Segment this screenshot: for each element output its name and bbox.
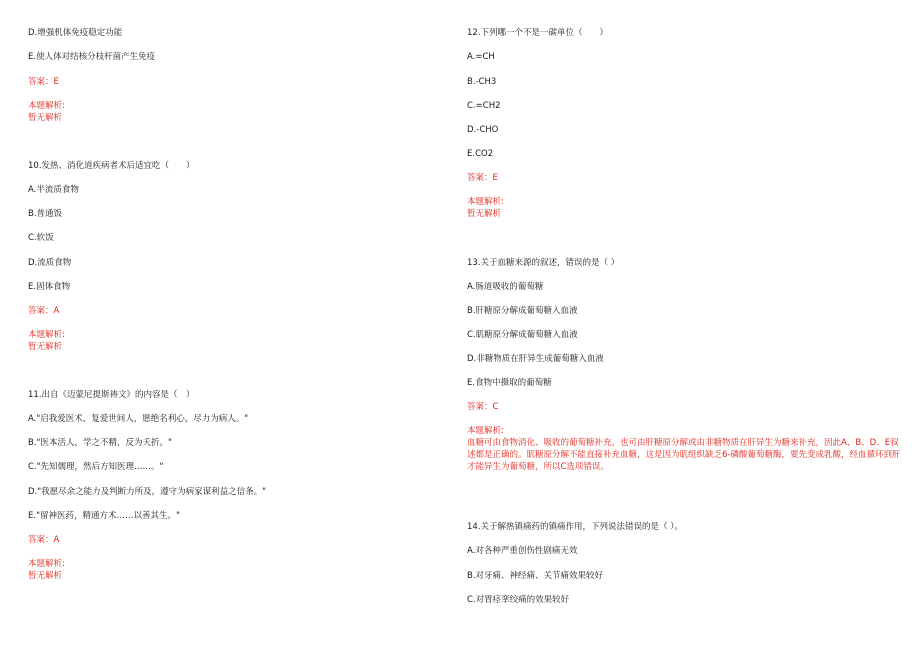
q10-analysis-text: 暂无解析 [28,342,63,352]
q9-analysis-text: 暂无解析 [28,113,63,123]
q13-answer: 答案：C [467,402,499,412]
q11-analysis-text: 暂无解析 [28,571,63,581]
q12-analysis-label: 本题解析: [467,197,504,207]
q11-option-a: A."启我爱医术，复爱世间人，愿绝名利心，尽力为病人。" [28,414,249,424]
q12-option-e: E.CO2 [467,149,494,159]
q11-answer: 答案：A [28,535,60,545]
q12-option-c: C.=CH2 [467,101,501,111]
q9-analysis-label: 本题解析: [28,101,65,111]
q13-option-e: E.食物中摄取的葡萄糖 [467,378,552,388]
q13-stem: 13.关于血糖来源的叙述，错误的是（ ） [467,258,620,268]
q13-option-b: B.肝糖原分解成葡萄糖入血液 [467,306,578,316]
q12-option-b: B.-CH3 [467,77,497,87]
q12-option-d: D.-CHO [467,125,499,135]
q11-option-c: C."先知儒理，然后方知医理……。" [28,462,164,472]
q9-option-d: D.增强机体免疫稳定功能 [28,28,123,38]
q10-option-b: B.普通饭 [28,209,63,219]
q14-option-b: B.对牙痛、神经痛、关节痛效果较好 [467,571,604,581]
q13-analysis-text: 血糖可由食物消化、吸收的葡萄糖补充，也可由肝糖原分解或由非糖物质在肝异生为糖来补充，因此A、B、D、E叙述都是正确的。肌糖原分解不能直接补充血糖，这是因为肌组织缺乏6-磷酸葡萄糖酶，要先变成乳酸，经血循环到肝才能异生为葡萄糖，所以C选项错误。 [467,438,901,472]
q9-option-e: E.使人体对结核分枝杆菌产生免疫 [28,52,156,62]
q12-stem: 12.下列哪一个不是一碳单位（ ） [467,28,609,38]
q12-option-a: A.=CH [467,52,495,62]
q13-analysis-label: 本题解析: [467,426,504,436]
q13-option-a: A.肠道吸收的葡萄糖 [467,282,544,292]
q14-option-c: C.对胃痉挛绞痛的效果较好 [467,595,570,605]
q13-option-c: C.肌糖原分解成葡萄糖入血液 [467,330,578,340]
q11-option-e: E."留神医药，精通方术……以善其生。" [28,511,180,521]
q11-option-b: B."医本活人，学之不精，反为夭折。" [28,438,172,448]
q9-answer: 答案：E [28,77,59,87]
q14-option-a: A.对各种严重创伤性剧痛无效 [467,546,578,556]
q14-stem: 14.关于解热镇痛药的镇痛作用，下列说法错误的是（ ）。 [467,522,683,532]
q11-option-d: D."我愿尽余之能力及判断力所及，遵守为病家谋利益之信条。" [28,487,267,497]
q10-analysis-label: 本题解析: [28,330,65,340]
q11-stem: 11.出自《迈蒙尼提斯祷文》的内容是（ ） [28,390,195,400]
q10-option-a: A.半流质食物 [28,185,79,195]
q11-analysis-label: 本题解析: [28,559,65,569]
q12-answer: 答案：E [467,173,498,183]
q10-option-c: C.软饭 [28,233,54,243]
q10-option-d: D.流质食物 [28,258,72,268]
q12-analysis-text: 暂无解析 [467,209,502,219]
q10-answer: 答案：A [28,306,60,316]
q10-option-e: E.固体食物 [28,282,71,292]
q13-option-d: D.非糖物质在肝异生成葡萄糖入血液 [467,354,604,364]
q10-stem: 10.发热、消化道疾病者术后适宜吃（ ） [28,161,195,171]
